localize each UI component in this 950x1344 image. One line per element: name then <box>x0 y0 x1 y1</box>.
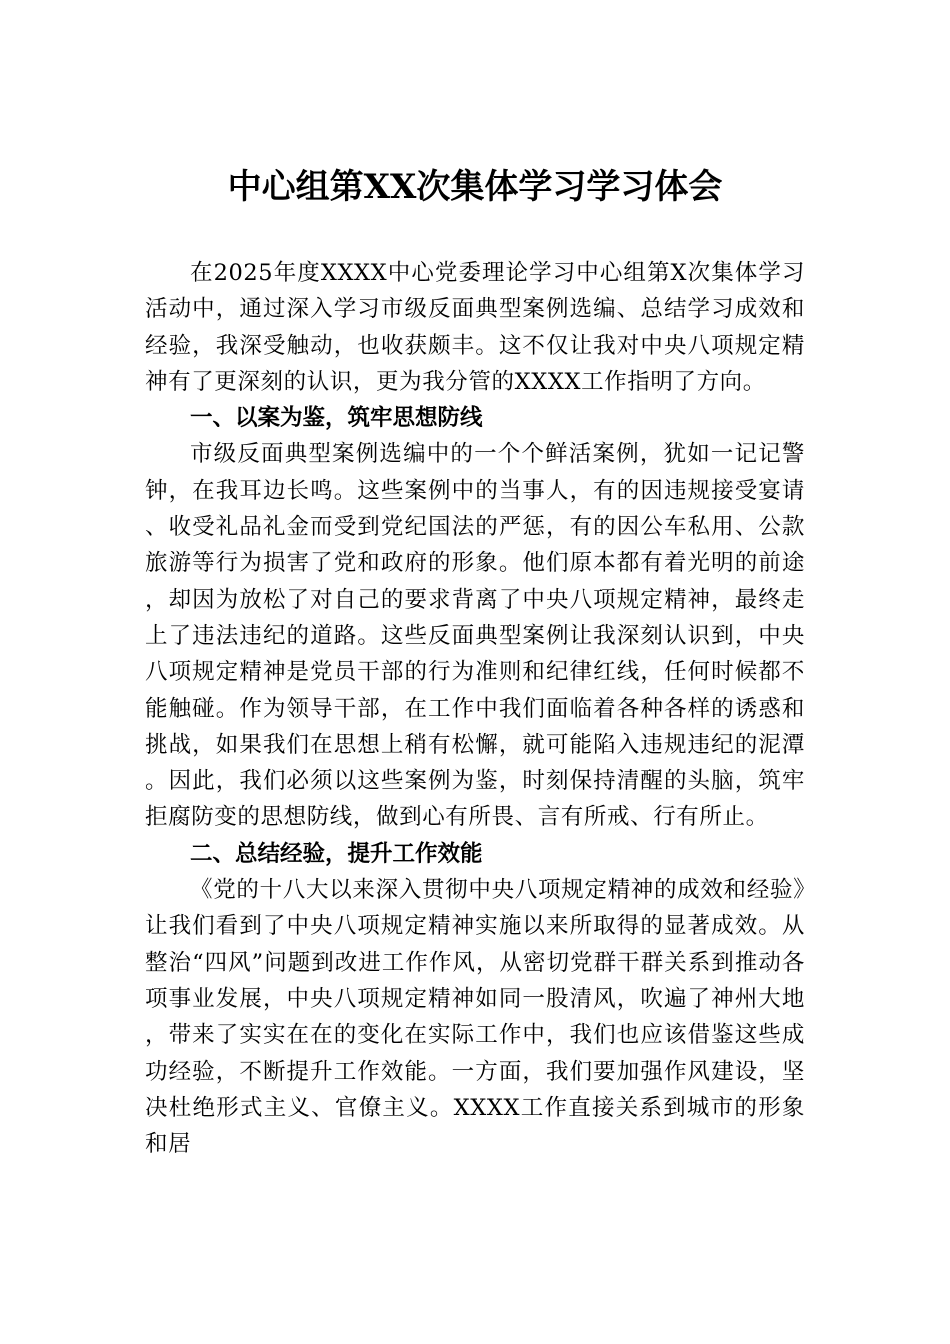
intro-paragraph: 在2025年度XXXX中心党委理论学习中心组第X次集体学习活动中，通过深入学习市级反面典型案例选编、总结学习成效和经验，我深受触动，也收获颇丰。这不仅让我对中央八项规定精神有了更深刻的认识，更为我分管的XXXX工作指明了方向。 <box>145 260 805 395</box>
section-heading-2: 二、总结经验，提升工作效能 <box>190 840 483 867</box>
section-heading-1: 一、以案为鉴，筑牢思想防线 <box>190 405 483 432</box>
section-1-paragraph: 市级反面典型案例选编中的一个个鲜活案例，犹如一记记警钟，在我耳边长鸣。这些案例中的当事人，有的因违规接受宴请、收受礼品礼金而受到党纪国法的严惩，有的因公车私用、公款旅游等行为损害了党和政府的形象。他们原本都有着光明的前途，却因为放松了对自己的要求背离了中央八项规定精神，最终走上了违法违纪的道路。这些反面典型案例让我深刻认识到，中央八项规定精神是党员干部的行为准则和纪律红线，任何时候都不能触碰。作为领导干部，在工作中我们面临着各种各样的诱惑和挑战，如果我们在思想上稍有松懈，就可能陷入违规违纪的泥潭。因此，我们必须以这些案例为鉴，时刻保持清醒的头脑，筑牢拒腐防变的思想防线，做到心有所畏、言有所戒、行有所止。 <box>145 441 805 831</box>
document-title: 中心组第XX次集体学习学习体会 <box>227 167 723 207</box>
document-body <box>145 255 805 1162</box>
section-2-paragraph: 《党的十八大以来深入贯彻中央八项规定精神的成效和经验》让我们看到了中央八项规定精神实施以来所取得的显著成效。从整治“四风”问题到改进工作作风，从密切党群干群关系到推动各项事业发展，中央八项规定精神如同一股清风，吹遍了神州大地，带来了实实在在的变化在实际工作中，我们也应该借鉴这些成功经验，不断提升工作效能。一方面，我们要加强作风建设，坚决杜绝形式主义、官僚主义。XXXX工作直接关系到城市的形象和居 <box>145 877 805 1158</box>
